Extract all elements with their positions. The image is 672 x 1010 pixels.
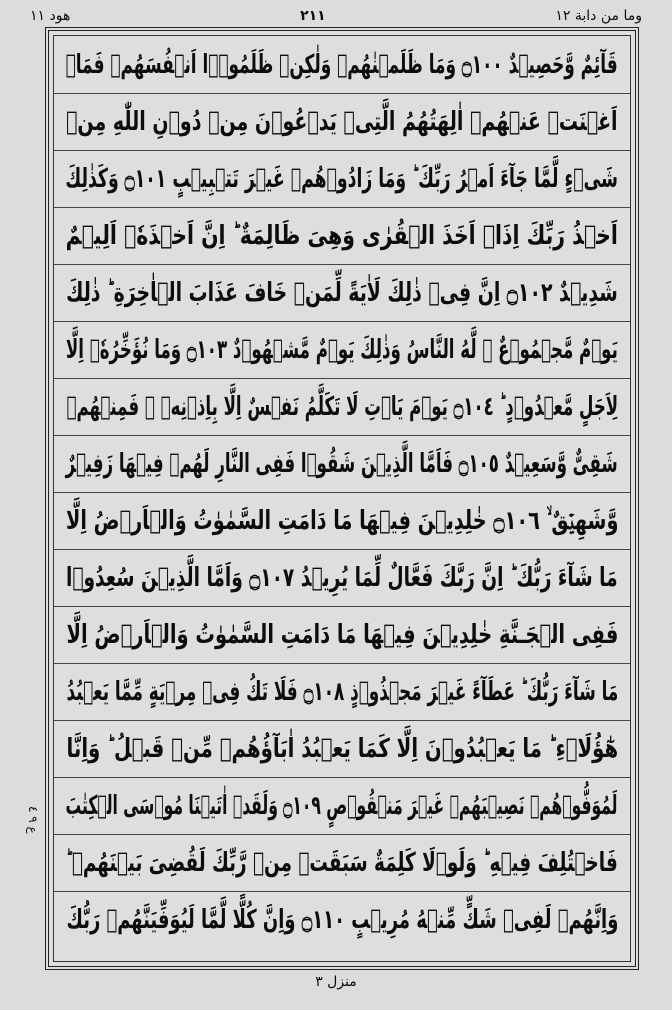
text-line: [54, 150, 630, 207]
text-line: [54, 36, 630, 93]
text-line: [54, 93, 630, 150]
line-text: شَىۡءٍ لَّمَّا جَآءَ اَمۡرُ رَبِّكَ ؕ وَمَا زَادُوۡهُمۡ غَيۡرَ تَتۡبِيۡبٍ ۝١٠١ وَكَذٰلِكَ: [65, 164, 619, 194]
line-text: لَمُوَفُّوۡهُمۡ نَصِيۡبَهُمۡ غَيۡرَ مَنۡقُوۡصٍ ۝١٠٩ وَلَقَدۡ اٰتَيۡنَا مُوۡسَى الۡكِتٰبَ: [66, 791, 618, 821]
text-line: [54, 321, 630, 378]
text-line: [54, 834, 630, 891]
text-lines: [53, 35, 631, 962]
manzil-footer: منزل ٣: [315, 974, 357, 990]
page-header: [30, 6, 642, 26]
surah-title: هود ١١: [30, 8, 71, 24]
line-text: شَدِيۡدٌ ۝١٠٢ اِنَّ فِىۡ ذٰلِكَ لَاٰيَةً لِّمَنۡ خَافَ عَذَابَ الۡاٰخِرَةِ ؕ ذٰلِكَ: [66, 278, 618, 308]
text-line: [54, 207, 630, 264]
line-text: قَآئِمٌ وَّحَصِيۡدٌ ۝١٠٠ وَمَا ظَلَمۡنٰهُمۡ وَلٰكِنۡ ظَلَمُوۡۤا اَنۡفُسَهُمۡ فَمَاۤ: [65, 49, 619, 80]
text-line: [54, 492, 630, 549]
text-line: [54, 549, 630, 606]
text-line: [54, 663, 630, 720]
line-text: وَاِنَّهُمۡ لَفِىۡ شَكٍّ مِّنۡهُ مُرِيۡبٍ ۝١١٠ وَاِنَّ كُلًّا لَّمَّا لَيُوَفِّيَنَّهُمۡ رَبُّكَ: [66, 905, 618, 935]
line-text: مَا شَآءَ رَبُّكَ ؕ اِنَّ رَبَّكَ فَعَّالٌ لِّمَا يُرِيۡدُ ۝١٠٧ وَاَمَّا الَّذِيۡنَ سُعِدُوۡا: [66, 563, 618, 593]
text-frame: [45, 27, 639, 970]
line-text: وَّشَهِيۡقٌ ۙ ۝١٠٦ خٰلِدِيۡنَ فِيۡهَا مَا دَامَتِ السَّمٰوٰتُ وَالۡاَرۡضُ اِلَّا: [65, 505, 619, 536]
line-text: اَخۡذُ رَبِّكَ اِذَاۤ اَخَذَ الۡقُرٰى وَهِىَ ظَالِمَةٌ ؕ اِنَّ اَخۡذَهٗۤ اَلِيۡمٌ: [65, 221, 619, 251]
text-line: [54, 606, 630, 663]
text-line: [54, 777, 630, 834]
ruku-marker: ع ٩ ٤: [26, 806, 40, 834]
line-text: يَوۡمٌ مَّجۡمُوۡعٌ ۙ لَّهُ النَّاسُ وَذٰلِكَ يَوۡمٌ مَّشۡهُوۡدٌ ۝١٠٣ وَمَا نُؤَخِّرُهٗۤ اِلَّا: [66, 335, 618, 365]
page-number: ٢١١: [300, 8, 326, 24]
line-text: فَاخۡتُلِفَ فِيۡهِ ؕ وَلَوۡلَا كَلِمَةٌ سَبَقَتۡ مِنۡ رَّبِّكَ لَقُضِىَ بَيۡنَهُمۡ ؕ: [65, 848, 619, 878]
text-line: [54, 378, 630, 435]
line-text: فَفِى الۡجَـنَّةِ خٰلِدِيۡنَ فِيۡهَا مَا دَامَتِ السَّمٰوٰتُ وَالۡاَرۡضُ اِلَّا: [66, 620, 618, 650]
text-line: [54, 891, 630, 948]
text-line: [54, 264, 630, 321]
line-text: شَقِىٌّ وَّسَعِيۡدٌ ۝١٠٥ فَاَمَّا الَّذِيۡنَ شَقُوۡا فَفِى النَّارِ لَهُمۡ فِيۡهَا زَفِيۡرٌ: [65, 449, 619, 479]
line-text: هٰٓؤُلَاۤءِ ؕ مَا يَعۡبُدُوۡنَ اِلَّا كَمَا يَعۡبُدُ اٰبَآؤُهُمۡ مِّنۡ قَبۡلُ ؕ وَاِنَّا: [66, 734, 618, 764]
juz-title: وما من دابة ١٢: [555, 8, 642, 24]
text-line: [54, 720, 630, 777]
line-text: مَا شَآءَ رَبُّكَ ؕ عَطَآءً غَيۡرَ مَجۡذُوۡذٍ ۝١٠٨ فَلَا تَكُ فِىۡ مِرۡيَةٍ مِّمَّا يَعۡبُدُ: [66, 677, 618, 707]
text-line: [54, 435, 630, 492]
line-text: اَغۡنَتۡ عَنۡهُمۡ اٰلِهَتُهُمُ الَّتِىۡ يَدۡعُوۡنَ مِنۡ دُوۡنِ اللّٰهِ مِنۡ: [66, 107, 618, 137]
line-text: لِاَجَلٍ مَّعۡدُوۡدٍ ؕ ۝١٠٤ يَوۡمَ يَاۡتِ لَا تَكَلَّمُ نَفۡسٌ اِلَّا بِاِذۡنِهٖ ۚ فَمِنۡهُمۡ: [66, 392, 618, 422]
